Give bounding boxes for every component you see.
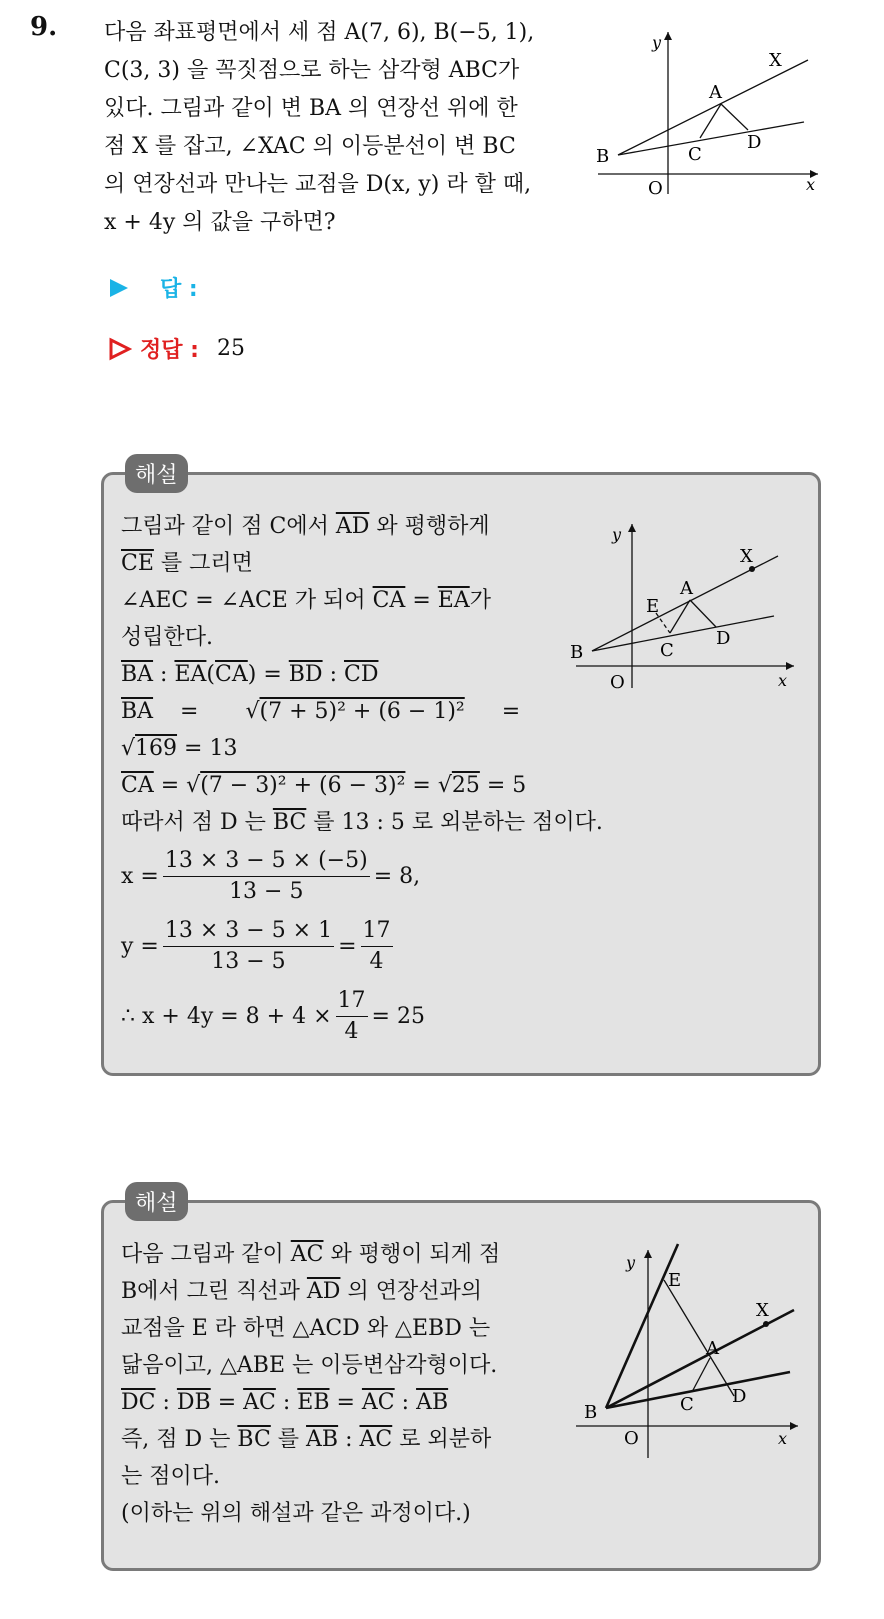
play-arrow-icon: [108, 277, 130, 299]
sol2-line-7: 는 점이다.: [121, 1464, 220, 1489]
correct-answer-label: 정답 :: [140, 338, 199, 363]
fraction: $\frac{17}{4}$: [337, 987, 366, 1044]
solution-2-text: [121, 1236, 500, 1532]
solution-1-figure: [566, 516, 804, 696]
label-a: A: [680, 578, 693, 599]
sol1-line-5: $\overline{BA}$ : $\overline{EA}(\overline{CA}) = \overline{BD}$ : $\overline{CD}$: [121, 662, 379, 687]
label-x-point: X: [769, 50, 782, 71]
line-bd: [606, 1372, 790, 1408]
question-text: [104, 14, 592, 242]
label-o: O: [648, 178, 663, 199]
sol1-line-9: 따라서 점 D 는 $\overline{BC}$ 를 13 : 5 로 외분하는 점이다.: [121, 810, 603, 835]
sol1-total-equation: ∴ x + 4y = 8 + 4 × $\frac{17}{4}$ = 25: [121, 981, 603, 1051]
label-a: A: [706, 1338, 719, 1359]
line-be: [606, 1244, 678, 1408]
sol1-y-equation: y = $\frac{13 \times 3 - 5 \times 1}{13 - 5}$ = $\frac{17}{4}$: [121, 911, 603, 981]
label-c: C: [660, 640, 674, 661]
solution-tag-1: 해설: [125, 454, 188, 493]
sol1-line-2: $\overline{CE}$ 를 그리면: [121, 551, 253, 576]
sol1-line-4: 성립한다.: [121, 625, 214, 650]
label-o: O: [610, 672, 625, 693]
sol2-line-5: $\overline{DC}$ : $\overline{DB} = \overline{AC}$ : $\overline{EB} = \overline{AC}$ : $\overline{AB}$: [121, 1390, 449, 1415]
line-bd: [592, 616, 774, 651]
question-line: C(3, 3) 을 꼭짓점으로 하는 삼각형 ABC가: [104, 58, 520, 83]
segment-ac: [670, 600, 690, 633]
solution-tag-2: 해설: [125, 1182, 188, 1221]
solution-1-text: [121, 508, 603, 1051]
segment-ad: [690, 600, 716, 627]
x-axis-arrow: [786, 662, 794, 670]
y-axis-arrow: [628, 524, 636, 532]
sol2-line-4: 닮음이고, △ABE 는 이등변삼각형이다.: [121, 1353, 498, 1378]
question-line: 점 X 를 잡고, ∠XAC 의 이등분선이 변 BC: [104, 134, 516, 159]
label-x: x: [778, 671, 788, 690]
label-y: y: [612, 525, 622, 544]
answer-row: [108, 272, 198, 303]
sol2-line-1: 다음 그림과 같이 $\overline{AC}$ 와 평행이 되게 점: [121, 1242, 501, 1267]
sol1-line-8: $\overline{CA} = √(7 - 3)^2 + (6 - 3)^2 = √25 = 5$: [121, 773, 527, 798]
correct-answer-value: 25: [216, 336, 245, 361]
label-a: A: [709, 82, 722, 103]
y-axis-arrow: [664, 32, 672, 40]
question-line: 있다. 그림과 같이 변 BA 의 연장선 위에 한: [104, 96, 518, 121]
sol1-line-7: √169 = 13: [121, 736, 238, 761]
sol2-line-6: 즉, 점 D 는 $\overline{BC}$ 를 $\overline{AB}$ : $\overline{AC}$ 로 외분하: [121, 1427, 492, 1452]
label-x-point: X: [740, 546, 753, 567]
fraction: $\frac{13 \times 3 - 5 \times 1}{13 - 5}$: [164, 917, 333, 974]
label-x-point: X: [756, 1300, 769, 1321]
sol1-line-1: 그림과 같이 점 C에서 $\overline{AD}$ 와 평행하게: [121, 514, 490, 539]
question-line: x + 4y 의 값을 구하면?: [104, 210, 336, 235]
question-number: 9.: [30, 12, 58, 42]
sol2-line-8: (이하는 위의 해설과 같은 과정이다.): [121, 1501, 471, 1526]
sol1-line-6: $\overline{BA} = √(7 + 5)^2 + (6 - 1)^2$ =: [121, 699, 521, 724]
label-e: E: [668, 1270, 682, 1291]
answer-label: 답 :: [160, 277, 198, 302]
sol1-line-3: ∠AEC = ∠ACE 가 되어 $\overline{CA} = \overline{EA}$가: [121, 588, 491, 613]
x-axis-arrow: [790, 1422, 798, 1430]
sol2-line-2: B에서 그린 직선과 $\overline{AD}$ 의 연장선과의: [121, 1279, 482, 1304]
line-bd: [618, 122, 804, 155]
label-d: D: [732, 1386, 747, 1407]
label-y: y: [652, 33, 662, 52]
label-o: O: [624, 1428, 639, 1449]
y-axis-arrow: [644, 1250, 652, 1258]
point-x: [763, 1321, 769, 1327]
label-x: x: [806, 175, 816, 194]
label-b: B: [596, 146, 610, 167]
label-c: C: [680, 1394, 694, 1415]
label-d: D: [716, 628, 731, 649]
label-x: x: [778, 1429, 788, 1448]
label-c: C: [688, 144, 702, 165]
segment-ad: [721, 104, 748, 130]
label-d: D: [747, 132, 762, 153]
outline-arrow-icon: [108, 337, 132, 361]
line-bx: [618, 60, 808, 155]
label-b: B: [570, 642, 584, 663]
label-y: y: [626, 1253, 636, 1272]
fraction: $\frac{13 \times 3 - 5 \times (-5)}{13 - 5}$: [164, 847, 368, 904]
sol1-x-equation: x = $\frac{13 \times 3 - 5 \times (-5)}{13 - 5}$ = 8,: [121, 841, 603, 911]
question-figure: [590, 24, 830, 204]
question-line: 다음 좌표평면에서 세 점 A(7, 6), B(−5, 1),: [104, 20, 535, 45]
question-line: 의 연장선과 만나는 교점을 D(x, y) 라 할 때,: [104, 172, 532, 197]
label-e: E: [646, 596, 660, 617]
correct-answer-row: [108, 333, 245, 364]
fraction: $\frac{17}{4}$: [362, 917, 391, 974]
solution-2-figure: [570, 1236, 806, 1472]
label-b: B: [584, 1402, 598, 1423]
sol2-line-3: 교점을 E 라 하면 △ACD 와 △EBD 는: [121, 1316, 491, 1341]
